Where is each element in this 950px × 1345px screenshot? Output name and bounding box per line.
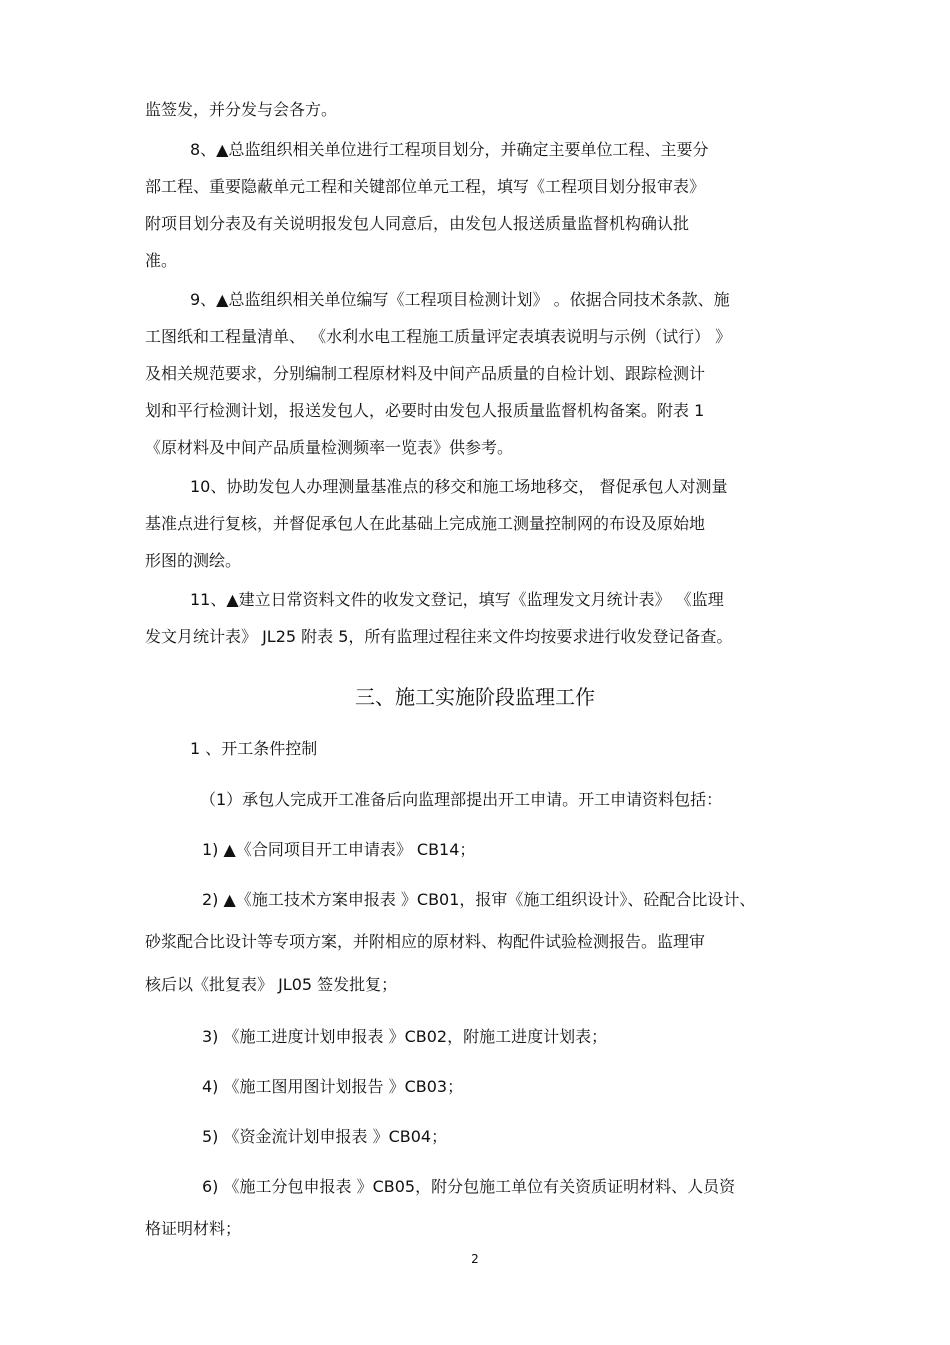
text-line: 格证明材料； [145,1219,242,1238]
text-line: 8、▲总监组织相关单位进行工程项目划分，并确定主要单位工程、主要分 [190,140,709,159]
text-line: 1) ▲《合同项目开工申请表》 CB14； [202,840,476,859]
text-line: 10、协助发包人办理测量基准点的移交和施工场地移交， 督促承包人对测量 [190,477,728,496]
text-line: 工图纸和工程量清单、 《水利水电工程施工质量评定表填表说明与示例（试行） 》 [145,327,732,346]
text-line: 5) 《资金流计划申报表 》CB04； [202,1127,448,1146]
text-line: 准。 [145,251,178,270]
text-line: 监签发，并分发与会各方。 [145,100,338,119]
text-line: 发文月统计表》 JL25 附表 5，所有监理过程往来文件均按要求进行收发登记备查。 [145,627,733,646]
text-line: 及相关规范要求，分别编制工程原材料及中间产品质量的自检计划、跟踪检测计 [145,364,706,383]
text-line: 11、▲建立日常资料文件的收发文登记，填写《监理发文月统计表》 《监理 [190,590,724,609]
text-line: 3) 《施工进度计划申报表 》CB02，附施工进度计划表； [202,1027,608,1046]
text-line: 9、▲总监组织相关单位编写《工程项目检测计划》 。依据合同技术条款、施 [190,290,730,309]
text-line: 砂浆配合比设计等专项方案，并附相应的原材料、构配件试验检测报告。监理审 [145,932,706,951]
section-title: 三、施工实施阶段监理工作 [355,685,595,709]
text-line: 2) ▲《施工技术方案申报表 》CB01，报审《施工组织设计》、砼配合比设计、 [202,890,756,909]
text-line: 附项目划分表及有关说明报发包人同意后，由发包人报送质量监督机构确认批 [145,214,690,233]
text-line: 1 、开工条件控制 [190,739,318,758]
text-line: 《原材料及中间产品质量检测频率一览表》供参考。 [145,438,514,457]
text-line: 基准点进行复核，并督促承包人在此基础上完成施工测量控制网的布设及原始地 [145,514,706,533]
text-line: 部工程、重要隐蔽单元工程和关键部位单元工程，填写《工程项目划分报审表》 [145,177,706,196]
text-line: 4) 《施工图用图计划报告 》CB03； [202,1077,464,1096]
text-line: （1）承包人完成开工准备后向监理部提出开工申请。开工申请资料包括： [200,790,723,809]
text-line: 形图的测绘。 [145,551,242,570]
text-line: 6) 《施工分包申报表 》CB05，附分包施工单位有关资质证明材料、人员资 [202,1177,736,1196]
text-line: 划和平行检测计划，报送发包人，必要时由发包人报质量监督机构备案。附表 1 [145,401,705,420]
page-number: 2 [471,1252,479,1266]
text-line: 核后以《批复表》 JL05 签发批复； [145,975,398,994]
